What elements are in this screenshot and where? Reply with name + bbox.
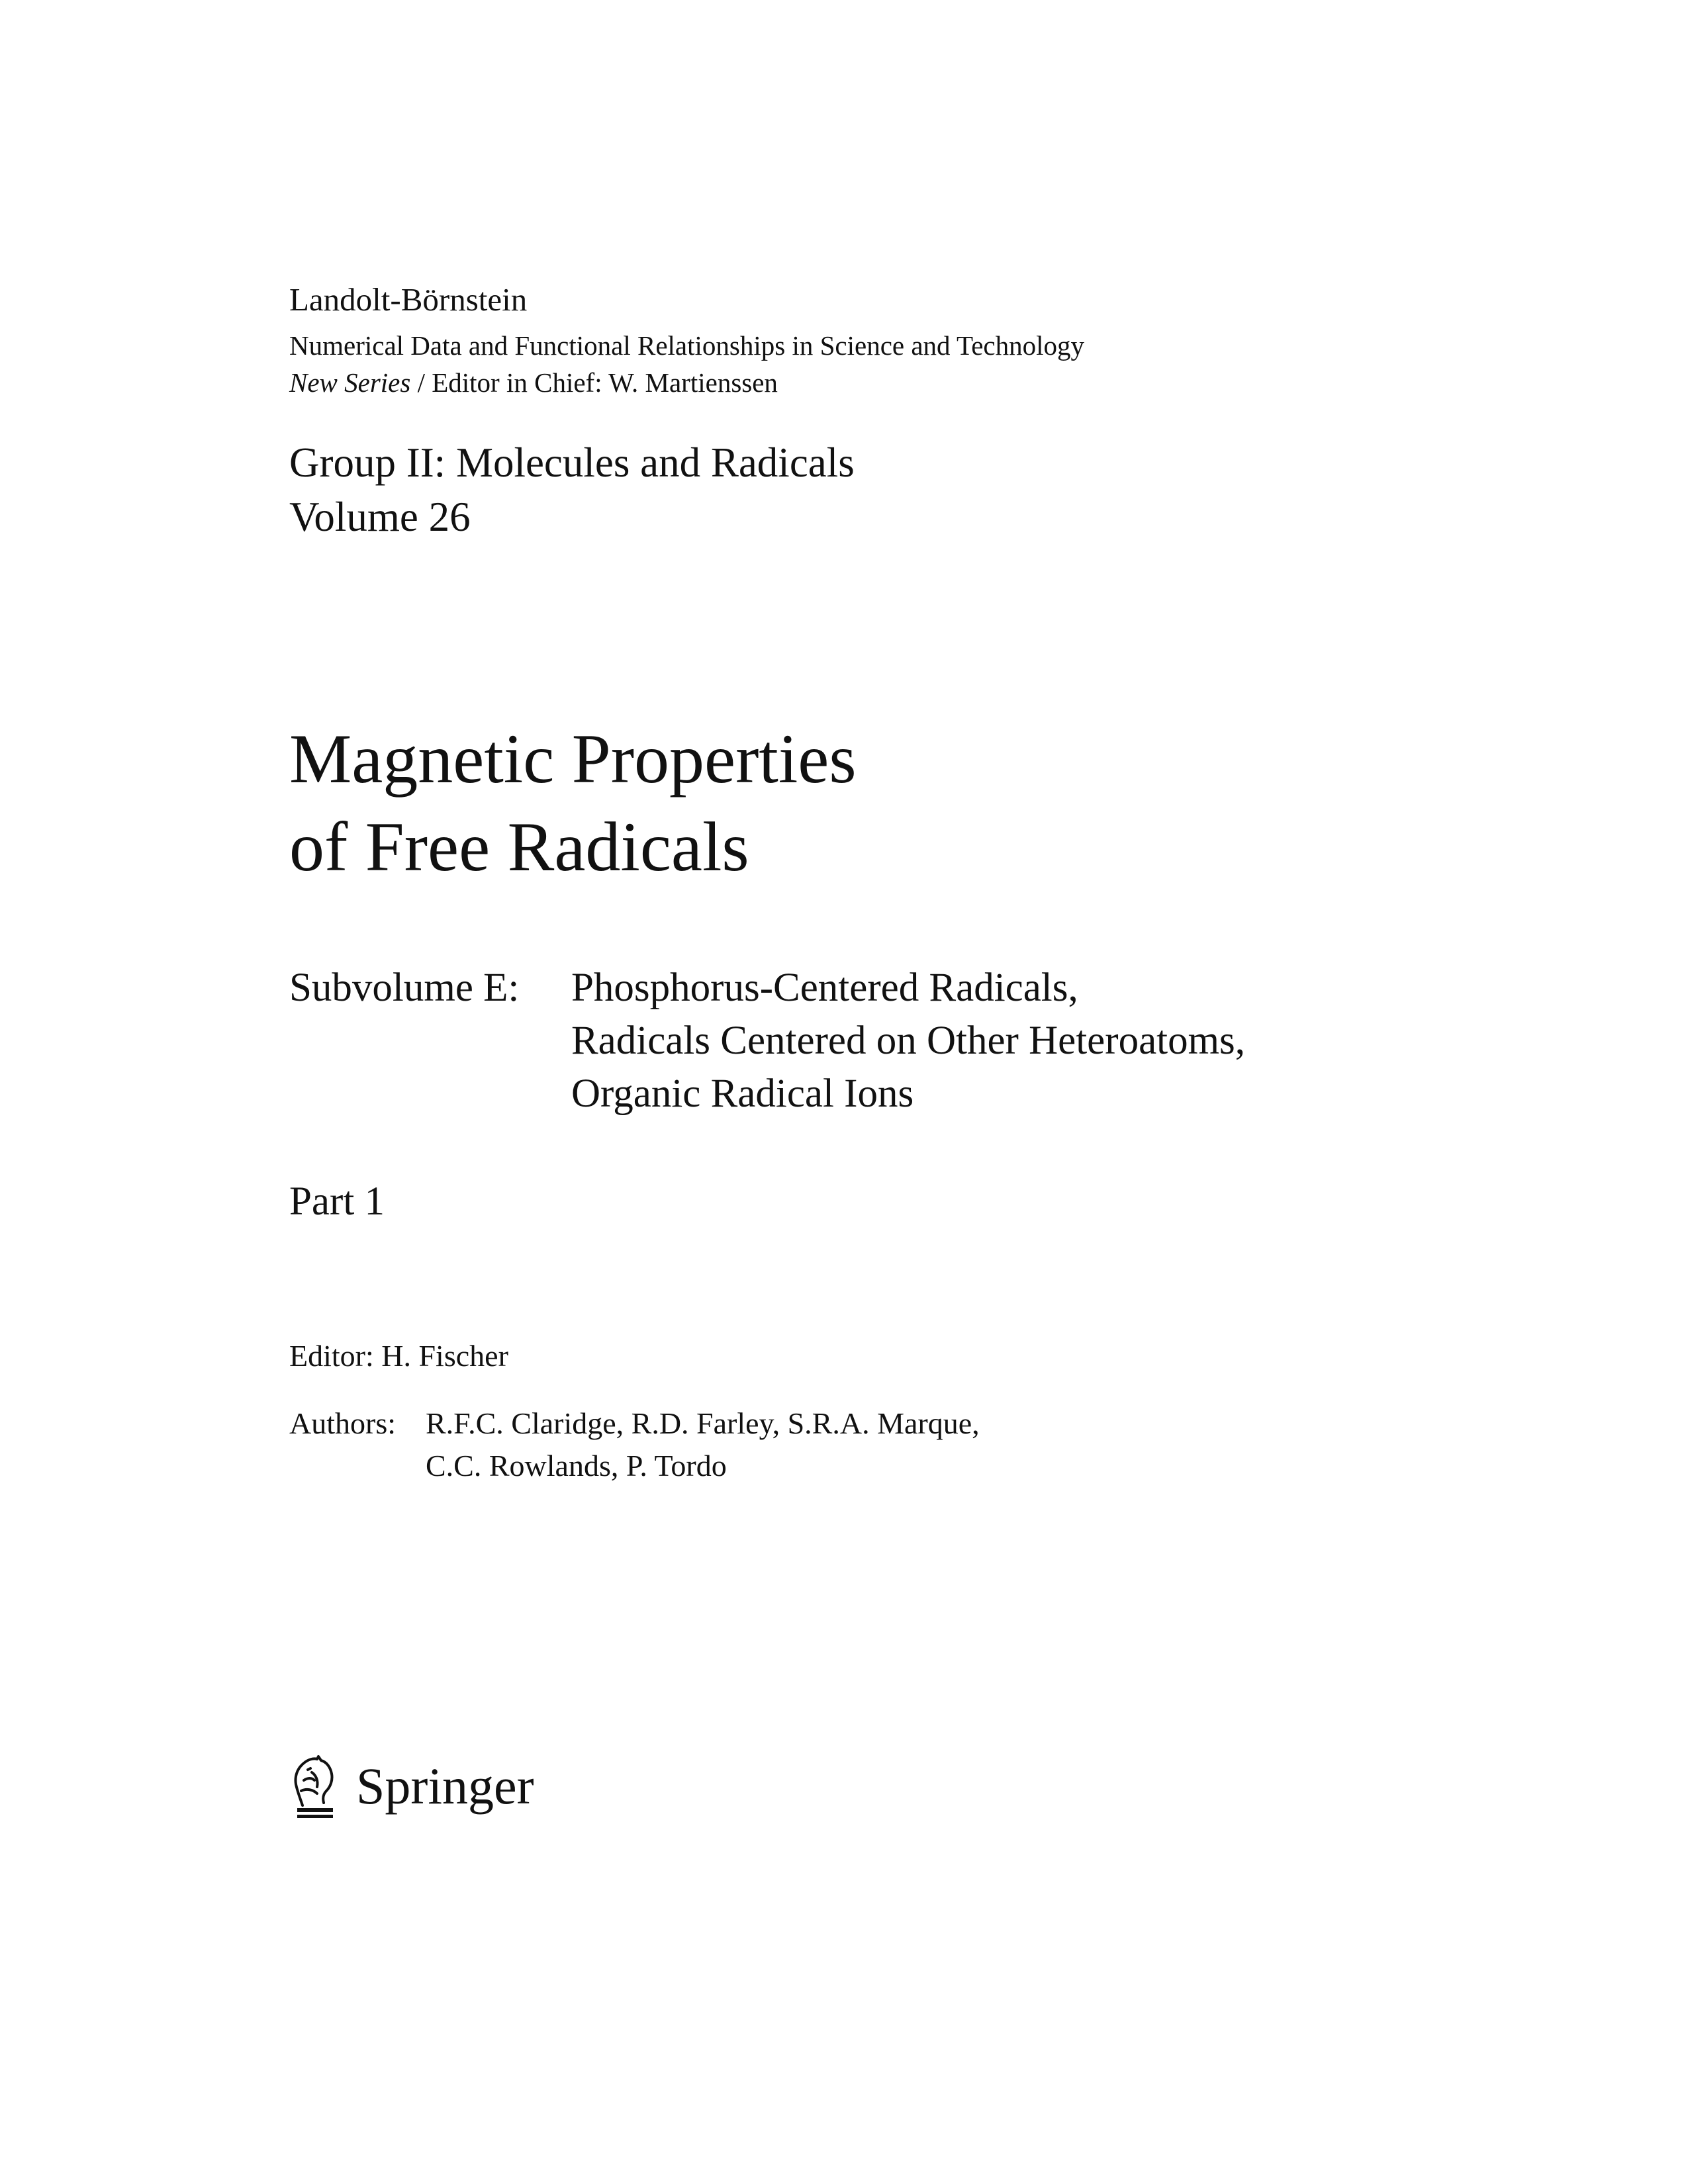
subvolume-title-line: Radicals Centered on Other Heteroatoms, [571,1019,1246,1063]
subvolume-label: Subvolume E: [289,966,520,1010]
book-title-line-2: of Free Radicals [289,808,749,886]
authors-line: C.C. Rowlands, P. Tordo [426,1449,727,1482]
subvolume-title-line: Phosphorus-Centered Radicals, [571,966,1078,1010]
series-name: Landolt-Börnstein [289,281,528,318]
new-series-label: New Series [289,367,411,398]
publisher-name: Springer [356,1757,534,1815]
part-label: Part 1 [289,1179,385,1224]
subvolume-title-line: Organic Radical Ions [571,1071,914,1116]
book-title-line-1: Magnetic Properties [289,720,857,797]
authors-label: Authors: [289,1406,396,1440]
series-editor-line [289,369,778,396]
springer-horse-icon [288,1754,342,1820]
editor-in-chief: / Editor in Chief: W. Martienssen [410,367,778,398]
volume-heading: Volume 26 [289,494,471,540]
group-heading: Group II: Molecules and Radicals [289,439,855,486]
authors-line: R.F.C. Claridge, R.D. Farley, S.R.A. Marque, [426,1406,980,1440]
series-description: Numerical Data and Functional Relationships in Science and Technology [289,330,1085,361]
editor-credit: Editor: H. Fischer [289,1339,508,1373]
